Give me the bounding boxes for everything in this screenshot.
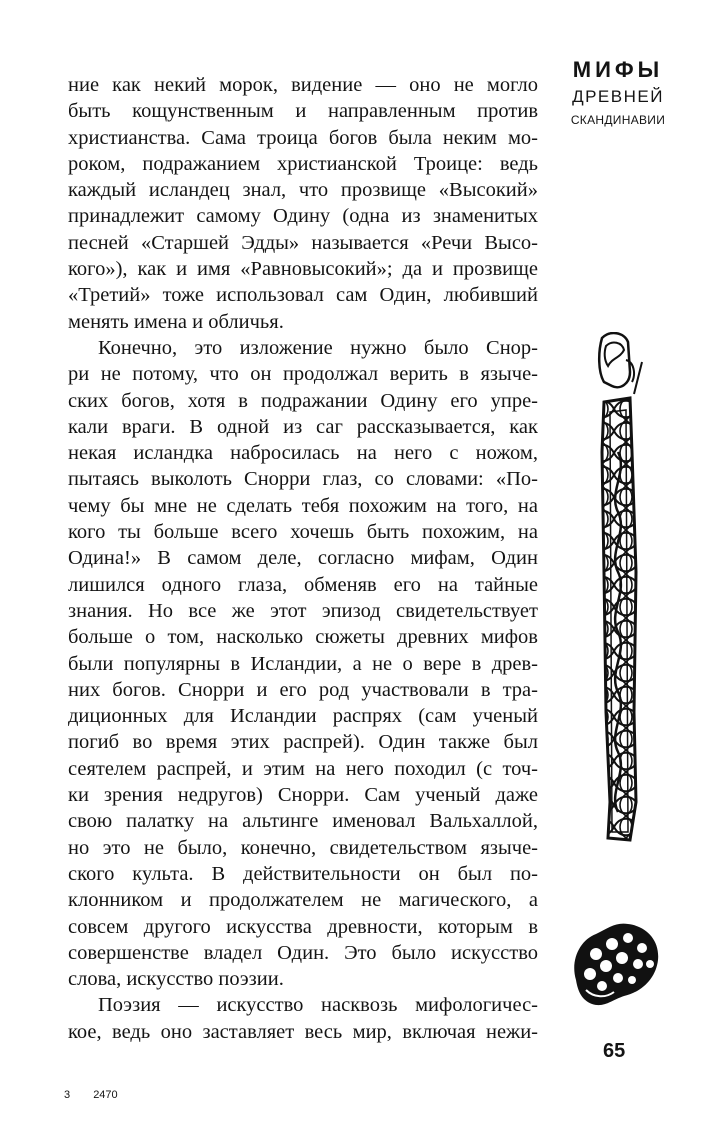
text-line: каждый исландец знал, что прозвище «Высокий» (68, 179, 538, 202)
text-line: них богов. Снорри и его род участвовали в тра- (68, 678, 538, 701)
text-line: пытаясь выколоть Снорри глаз, со словами: «По- (68, 468, 538, 491)
header-line-ancient: ДРЕВНЕЙ (572, 87, 664, 106)
paragraph-first-line: Конечно, это изложение нужно было Снор- (98, 336, 538, 359)
text-line: ние как некий морок, видение — оно не могло (68, 74, 538, 96)
body-text (68, 72, 538, 1045)
text-line: ри не потому, что он продолжал верить в языче- (68, 363, 538, 386)
page-number: 65 (603, 1040, 626, 1062)
text-line: ки зрения недругов) Снорри. Сам ученый даже (68, 784, 538, 807)
text-line: сеятелем распрей, и этим на него походил (с точ- (68, 757, 538, 780)
text-line: знания. Но все же этот эпизод свидетельствует (68, 599, 538, 622)
running-header (568, 56, 668, 130)
text-line: чему бы мне не сделать тебя похожим на того, на (68, 494, 538, 517)
text-line: кого»), как и имя «Равновысокий»; да и прозвище (68, 258, 538, 281)
carved-plank-ornament (590, 332, 646, 842)
text-line: больше о том, насколько сюжеты древних мифов (68, 626, 538, 649)
text-line: менять имена и обличья. (68, 310, 284, 333)
text-line: были популярны в Исландии, а не о вере в древ- (68, 652, 538, 675)
text-line: диционных для Исландии распрях (сам ученый (68, 705, 538, 728)
text-line: совсем другого искусства древности, которым в (68, 915, 538, 938)
text-line: кали враги. В одной из саг рассказывается, как (68, 415, 538, 438)
text-line: быть кощунственным и направленным против (68, 100, 538, 123)
text-line: роком, подражанием христианской Троице: ведь (68, 152, 538, 175)
header-line-myths: МИФЫ (572, 57, 664, 82)
text-line: принадлежит самому Одину (одна из знаменитых (68, 205, 538, 228)
text-line: свою палатку на альтинге именовал Вальхаллой, (68, 810, 538, 833)
text-line: клонником и продолжателем не магического, а (68, 889, 538, 912)
text-line: лишился одного глаза, обменяв его на тайные (68, 573, 538, 596)
text-line: песней «Старшей Эдды» называется «Речи Высо- (68, 231, 538, 254)
text-line: некая исландка набросилась на него с ножом, (68, 442, 538, 465)
text-line: ского культа. В действительности он был по- (68, 862, 538, 885)
text-line: христианства. Сама троица богов была неким мо- (68, 126, 538, 149)
signature-code: 2470 (93, 1089, 118, 1101)
text-line: «Третий» тоже использовал сам Один, любивший (68, 284, 538, 307)
printer-signature (64, 1089, 118, 1101)
text-line: Одина!» В самом деле, согласно мифам, Один (68, 547, 538, 570)
text-line: кое, ведь оно заставляет весь мир, включая нежи- (68, 1020, 538, 1043)
text-line: погиб во время этих распрей). Один также был (68, 731, 538, 754)
text-line: но это не было, конечно, свидетельством языче- (68, 836, 538, 859)
header-line-scandinavia: СКАНДИНАВИИ (570, 113, 666, 127)
signature-sheet: 3 (64, 1089, 71, 1101)
text-line: слова, искусство поэзии. (68, 968, 284, 991)
text-line: ских богов, хотя в подражании Одину его упре- (68, 389, 538, 412)
paragraph-first-line: Поэзия — искусство насквозь мифологичес- (98, 994, 538, 1017)
text-line: совершенстве владел Один. Это было искусство (68, 941, 538, 964)
knot-ornament (566, 920, 666, 1010)
text-line: кого ты больше всего хочешь быть похожим, на (68, 521, 538, 544)
